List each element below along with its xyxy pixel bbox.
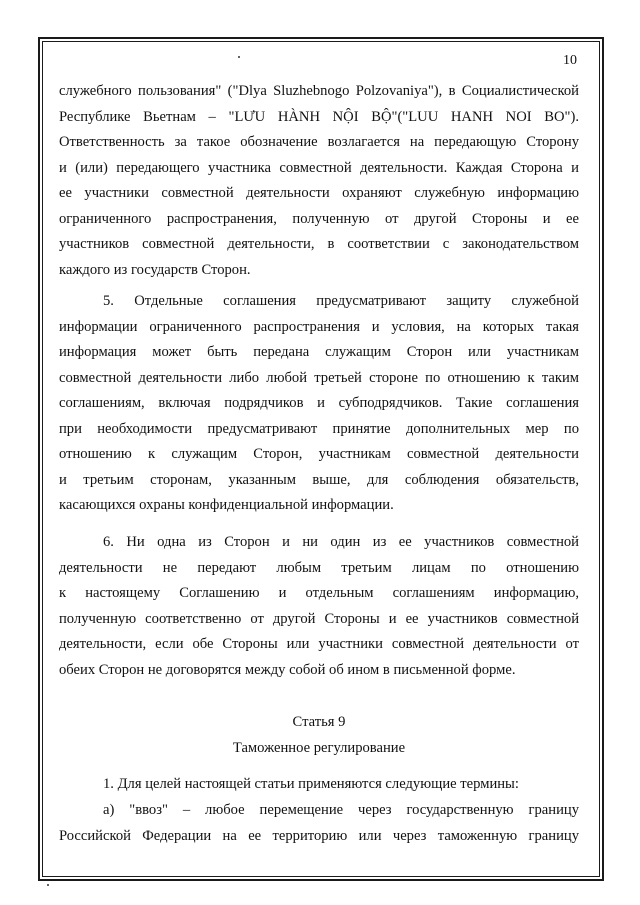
text-line: ее участники совместной деятельности охраняют служебную информацию [59,185,579,201]
page-number: 10 [563,53,577,68]
text-line: 5. Отдельные соглашения предусматривают защиту служебной [103,293,579,309]
text-line: к настоящему Соглашению и отдельным соглашениям информацию, [59,585,579,601]
text-line: полученную соответственно от другой Стороны и ее участников совместной [59,610,579,627]
text-line: информация может быть передана служащим Сторон или участникам [59,344,579,360]
scan-speck [47,884,49,886]
text-line: Ответственность за такое обозначение возлагается на передающую Сторону [59,134,579,150]
text-line: соглашениям, включая подрядчиков и субподрядчиков. Такие соглашения [59,395,579,411]
text-line: обеих Сторон не договорятся между собой об ином в письменной форме. [59,661,516,678]
paragraph-continuation [59,79,579,283]
text-line: служебного пользования" ("Dlya Sluzhebnogo Polzovaniya"), в Социалистической [59,83,579,99]
text-line: касающихся охраны конфиденциальной информации. [59,497,394,513]
text-line: а) "ввоз" – любое перемещение через государственную границу [103,802,579,818]
text-line: отношению к служащим Сторон, участникам совместной деятельности [59,446,579,462]
text-line: 1. Для целей настоящей статьи применяются следующие термины: [103,776,519,792]
article-title: Таможенное регулирование [232,740,406,756]
text-line: и третьим сторонам, указанным выше, для соблюдения обязательств, [59,471,579,488]
text-line: ограниченного распространения, полученную от другой Стороны и ее [59,210,579,227]
article-clause-1 [59,772,579,798]
text-line: каждого из государств Сторон. [59,261,251,278]
text-line: участников совместной деятельности, в соответствии с законодательством [59,236,579,252]
text-line: деятельности не передают любым третьим лицам по отношению [59,559,579,576]
text-line: и (или) передающего участника совместной деятельности. Каждая Сторона и [59,159,579,176]
text-line: при необходимости предусматривают принятие дополнительных мер по [59,420,579,437]
scan-speck [238,56,240,58]
article-term-a [59,798,579,849]
article-number: Статья 9 [292,714,346,730]
text-line: информации ограниченного распространения и условия, на которых такая [59,318,579,335]
text-line: деятельности, если обе Стороны или участники совместной деятельности от [59,636,579,652]
text-line: 6. Ни одна из Сторон и ни один из ее участников совместной [103,534,579,550]
text-line: совместной деятельности либо любой третьей стороне по отношению к таким [59,369,579,386]
clause-5 [59,289,579,519]
text-line: Республике Вьетнам – "LƯU HÀNH NỘI BỘ"("LUU HANH NOI BO"). [59,108,579,125]
clause-6 [59,530,579,683]
text-line: Российской Федерации на ее территорию или через таможенную границу [59,827,579,844]
